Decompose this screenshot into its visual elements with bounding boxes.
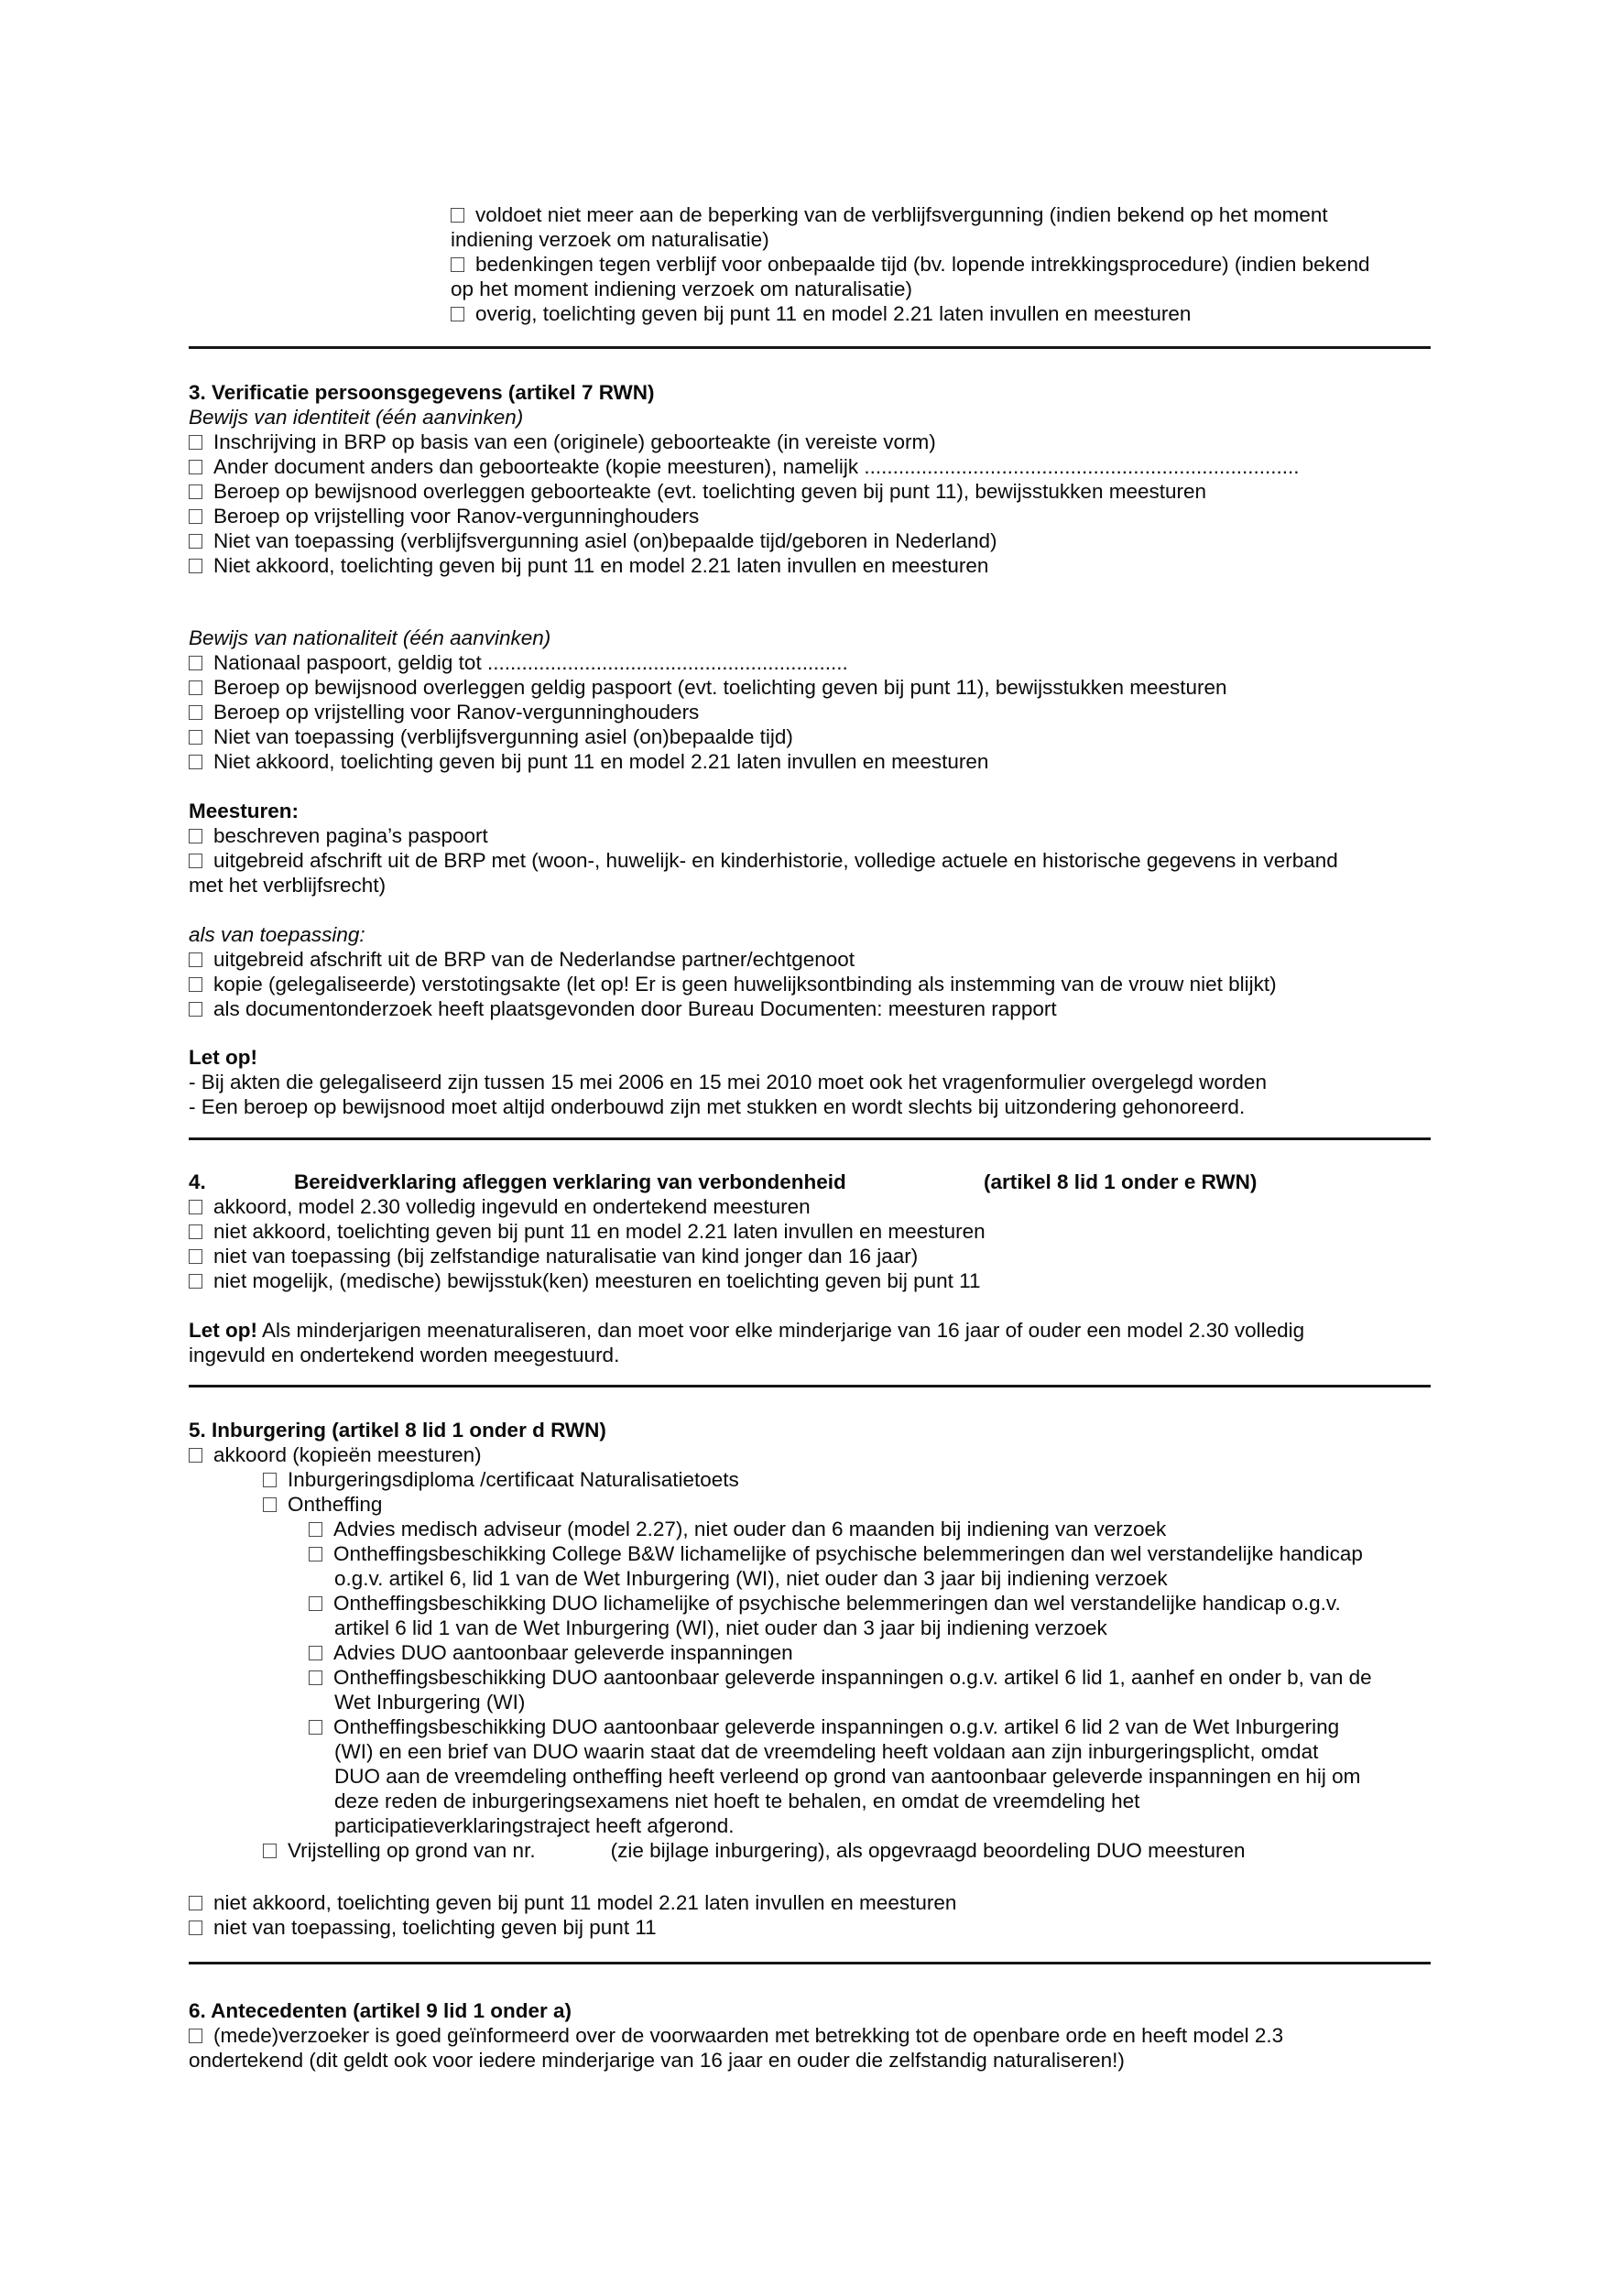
checkbox-icon: [189, 952, 202, 967]
checkbox-icon: [309, 1646, 322, 1660]
checkbox-item-label: voldoet niet meer aan de beperking van de verblijfsvergunning (indien bekend op het moment: [475, 203, 1328, 226]
subheading-bewijs-van-nationaliteit: Bewijs van nationaliteit (één aanvinken): [189, 626, 551, 649]
checkbox-item-line: [189, 972, 1438, 996]
vertical-spacer: [189, 1119, 1438, 1137]
checkbox-icon: [189, 656, 202, 670]
checkbox-item-line: [189, 1517, 1438, 1541]
checkbox-item-line: Wet Inburgering (WI): [334, 1691, 526, 1714]
checkbox-item-line: [189, 1268, 1438, 1293]
vertical-spacer: [189, 1367, 1438, 1385]
vertical-spacer: [189, 898, 1438, 922]
checkbox-item-line: [189, 1492, 1438, 1517]
checkbox-item-label: niet akkoord, toelichting geven bij punt 11 model 2.21 laten invullen en meesturen: [213, 1891, 957, 1914]
checkbox-item-label: beschreven pagina’s paspoort: [213, 824, 488, 847]
checkbox-item-label: Niet akkoord, toelichting geven bij punt 11 en model 2.21 laten invullen en meesturen: [213, 554, 989, 577]
section-artikel-ref: (artikel 8 lid 1 onder e RWN): [984, 1170, 1258, 1193]
checkbox-item-line: [189, 1244, 1438, 1268]
checkbox-item-label: (mede)verzoeker is goed geïnformeerd over de voorwaarden met betrekking tot de openbare orde en heeft model 2.3: [213, 2024, 1284, 2047]
checkbox-icon: [309, 1596, 322, 1611]
vertical-spacer: [189, 1940, 1438, 1962]
checkbox-item-line: [189, 1915, 1438, 1940]
checkbox-item-label: Ontheffingsbeschikking College B&W lichamelijke of psychische belemmeringen dan wel verstandelijke handicap: [333, 1542, 1363, 1565]
vertical-spacer: [189, 1387, 1438, 1418]
checkbox-item-label: niet van toepassing (bij zelfstandige naturalisatie van kind jonger dan 16 jaar): [213, 1245, 919, 1268]
note-let-op: [189, 1318, 1438, 1343]
checkbox-item-line: (WI) en een brief van DUO waarin staat dat de vreemdeling heeft voldaan aan zijn inburgeringsplicht, omdat: [334, 1740, 1319, 1763]
checkbox-item-label: Beroep op bewijsnood overleggen geboorteakte (evt. toelichting geven bij punt 11), bewijsstukken meesturen: [213, 480, 1207, 503]
checkbox-item-line: [189, 1467, 1438, 1492]
checkbox-item-line: [189, 454, 1438, 479]
checkbox-item-label: Niet akkoord, toelichting geven bij punt 11 en model 2.21 laten invullen en meesturen: [213, 750, 989, 773]
intro-checkbox-item: indiening verzoek om naturalisatie): [451, 228, 769, 251]
checkbox-item-line: [189, 504, 1438, 528]
checkbox-icon: [189, 1896, 202, 1910]
checkbox-item-line: [189, 430, 1438, 454]
checkbox-icon: [189, 680, 202, 695]
checkbox-item-label-suffix: (zie bijlage inburgering), als opgevraagd beoordeling DUO meesturen: [610, 1839, 1246, 1862]
vertical-spacer: [189, 349, 1438, 380]
checkbox-icon: [189, 484, 202, 499]
checkbox-item-label: niet akkoord, toelichting geven bij punt 11 en model 2.21 laten invullen en meesturen: [213, 1220, 986, 1243]
checkbox-icon: [309, 1547, 322, 1561]
checkbox-icon: [189, 509, 202, 524]
vertical-spacer: [189, 1293, 1438, 1318]
checkbox-icon: [189, 1448, 202, 1463]
checkbox-icon: [309, 1522, 322, 1537]
section-6-heading: 6. Antecedenten (artikel 9 lid 1 onder a): [189, 1999, 572, 2022]
checkbox-icon: [263, 1497, 277, 1512]
checkbox-item-line: DUO aan de vreemdeling ontheffing heeft verleend op grond van aantoonbaar geleverde inspanningen en hij om: [334, 1765, 1361, 1788]
checkbox-item-label: Beroep op vrijstelling voor Ranov-vergunninghouders: [213, 505, 700, 528]
checkbox-item-line: artikel 6 lid 1 van de Wet Inburgering (WI), niet ouder dan 3 jaar bij indiening verzoek: [334, 1616, 1107, 1639]
checkbox-icon: [189, 1274, 202, 1289]
checkbox-item-line: met het verblijfsrecht): [189, 874, 387, 897]
checkbox-item-line: [189, 823, 1438, 848]
checkbox-item-line: [189, 1640, 1438, 1665]
checkbox-item-line: [189, 996, 1438, 1021]
vertical-spacer: [189, 1863, 1438, 1890]
checkbox-icon: [189, 1002, 202, 1017]
checkbox-icon: [263, 1473, 277, 1487]
checkbox-item-line: deze reden de inburgeringsexamens niet hoeft te behalen, en omdat de vreemdeling het: [334, 1790, 1140, 1812]
checkbox-icon: [189, 1224, 202, 1239]
checkbox-item-label: Ontheffingsbeschikking DUO aantoonbaar geleverde inspanningen o.g.v. artikel 6 lid 1, aanhef en onder b, van de: [333, 1666, 1372, 1689]
checkbox-item-line: [189, 947, 1438, 972]
note-bold-prefix: Let op!: [189, 1319, 257, 1342]
intro-checkbox-item: [189, 301, 1438, 326]
checkbox-item-line: [189, 1591, 1438, 1616]
checkbox-item-line: [189, 1194, 1438, 1219]
checkbox-item-label: Vrijstelling op grond van nr.: [288, 1839, 536, 1862]
checkbox-icon: [189, 435, 202, 450]
checkbox-item-label: Ontheffing: [288, 1493, 383, 1516]
checkbox-icon: [189, 1249, 202, 1264]
subheading-bewijs-van-identiteit: Bewijs van identiteit (één aanvinken): [189, 406, 524, 429]
checkbox-item-label: Beroep op vrijstelling voor Ranov-vergunninghouders: [213, 701, 700, 724]
checkbox-item-line: [189, 1890, 1438, 1915]
checkbox-item-label: niet van toepassing, toelichting geven bij punt 11: [213, 1916, 657, 1939]
checkbox-item-label: akkoord, model 2.30 volledig ingevuld en ondertekend meesturen: [213, 1195, 811, 1218]
checkbox-item-line: [189, 1714, 1438, 1739]
checkbox-item-label: niet mogelijk, (medische) bewijsstuk(ken) meesturen en toelichting geven bij punt 11: [213, 1269, 981, 1292]
checkbox-item-line: [189, 1219, 1438, 1244]
section-5-heading: 5. Inburgering (artikel 8 lid 1 onder d RWN): [189, 1419, 606, 1442]
checkbox-item-label: Beroep op bewijsnood overleggen geldig paspoort (evt. toelichting geven bij punt 11), bewijsstukken meesturen: [213, 676, 1227, 699]
checkbox-icon: [189, 559, 202, 573]
checkbox-item-vrijstelling: [189, 1838, 1438, 1863]
checkbox-item-line: [189, 553, 1438, 578]
checkbox-item-line: [189, 479, 1438, 504]
checkbox-item-line: [189, 1442, 1438, 1467]
subheading-meesturen: Meesturen:: [189, 800, 300, 822]
checkbox-item-label: uitgebreid afschrift uit de BRP van de Nederlandse partner/echtgenoot: [213, 948, 855, 971]
checkbox-icon: [451, 307, 464, 321]
intro-checkbox-item: [189, 252, 1438, 277]
checkbox-item-label: Nationaal paspoort, geldig tot ...............................................................: [213, 651, 848, 674]
checkbox-item-label: Advies DUO aantoonbaar geleverde inspanningen: [333, 1641, 793, 1664]
intro-checkbox-item: [189, 202, 1438, 227]
checkbox-item-label: Ontheffingsbeschikking DUO lichamelijke of psychische belemmeringen dan wel verstandelijke handicap o.g.v.: [333, 1592, 1341, 1615]
checkbox-icon: [189, 1200, 202, 1214]
checkbox-icon: [309, 1720, 322, 1735]
checkbox-icon: [189, 829, 202, 843]
checkbox-item-line: [189, 650, 1438, 675]
vertical-spacer: [189, 774, 1438, 799]
checkbox-icon: [189, 730, 202, 745]
checkbox-item-line: o.g.v. artikel 6, lid 1 van de Wet Inburgering (WI), niet ouder dan 3 jaar bij indiening verzoek: [334, 1567, 1168, 1590]
vertical-spacer: [189, 326, 1438, 346]
checkbox-icon: [189, 854, 202, 868]
note-let-op: ingevuld en ondertekend worden meegestuurd.: [189, 1344, 620, 1366]
vertical-spacer: [189, 1964, 1438, 1998]
checkbox-item-label: bedenkingen tegen verblijf voor onbepaalde tijd (bv. lopende intrekkingsprocedure) (indien bekend: [475, 253, 1370, 276]
checkbox-item-line: [189, 700, 1438, 724]
note-text: Als minderjarigen meenaturaliseren, dan moet voor elke minderjarige van 16 jaar of ouder een model 2.30 volledig: [256, 1319, 1305, 1342]
checkbox-icon: [451, 257, 464, 272]
checkbox-item-line: [189, 1541, 1438, 1566]
subheading-als-van-toepassing: als van toepassing:: [189, 923, 365, 946]
checkbox-item-line: ondertekend (dit geldt ook voor iedere minderjarige van 16 jaar en ouder die zelfstandig naturaliseren!): [189, 2049, 1125, 2072]
note-line: - Bij akten die gelegaliseerd zijn tussen 15 mei 2006 en 15 mei 2010 moet ook het vragenformulier overgelegd worden: [189, 1071, 1267, 1094]
subheading-let-op: Let op!: [189, 1046, 257, 1069]
vertical-spacer: [189, 578, 1438, 626]
checkbox-item-line: [189, 528, 1438, 553]
document-content: [189, 202, 1438, 2073]
checkbox-icon: [309, 1670, 322, 1685]
checkbox-item-line: [189, 2023, 1438, 2048]
checkbox-icon: [189, 2029, 202, 2043]
checkbox-item-label: Ander document anders dan geboorteakte (kopie meesturen), namelijk ............................................................................: [213, 455, 1300, 478]
checkbox-item-label: Inburgeringsdiploma /certificaat Naturalisatietoets: [288, 1468, 739, 1491]
note-line: - Een beroep op bewijsnood moet altijd onderbouwd zijn met stukken en wordt slechts bij uitzondering gehonoreerd.: [189, 1095, 1246, 1118]
checkbox-icon: [189, 534, 202, 549]
checkbox-item-line: [189, 749, 1438, 774]
checkbox-item-line: [189, 675, 1438, 700]
checkbox-item-label: Ontheffingsbeschikking DUO aantoonbaar geleverde inspanningen o.g.v. artikel 6 lid 2 van de Wet Inburgering: [333, 1715, 1340, 1738]
checkbox-item-line: [189, 848, 1438, 873]
checkbox-item-label: als documentonderzoek heeft plaatsgevonden door Bureau Documenten: meesturen rapport: [213, 997, 1057, 1020]
checkbox-icon: [189, 1921, 202, 1935]
vertical-spacer: [189, 1140, 1438, 1170]
checkbox-icon: [189, 977, 202, 992]
checkbox-item-label: Niet van toepassing (verblijfsvergunning asiel (on)bepaalde tijd/geboren in Nederland): [213, 529, 997, 552]
checkbox-icon: [263, 1844, 277, 1858]
checkbox-item-label: uitgebreid afschrift uit de BRP met (woon-, huwelijk- en kinderhistorie, volledige actuele en historische gegevens in verband: [213, 849, 1338, 872]
section-3-heading: 3. Verificatie persoonsgegevens (artikel 7 RWN): [189, 381, 655, 404]
checkbox-item-line: participatieverklaringstraject heeft afgerond.: [334, 1814, 735, 1837]
section-number: 4.: [189, 1170, 206, 1193]
checkbox-icon: [451, 208, 464, 223]
checkbox-item-label: Inschrijving in BRP op basis van een (originele) geboorteakte (in vereiste vorm): [213, 430, 936, 453]
checkbox-icon: [189, 755, 202, 769]
checkbox-item-label: overig, toelichting geven bij punt 11 en model 2.21 laten invullen en meesturen: [475, 302, 1192, 325]
checkbox-item-label: kopie (gelegaliseerde) verstotingsakte (let op! Er is geen huwelijksontbinding als instemming van de vrouw niet blijkt): [213, 973, 1277, 996]
checkbox-item-label: akkoord (kopieën meesturen): [213, 1443, 482, 1466]
checkbox-item-label: Advies medisch adviseur (model 2.27), niet ouder dan 6 maanden bij indiening van verzoek: [333, 1518, 1167, 1540]
checkbox-item-line: [189, 724, 1438, 749]
section-title: Bereidverklaring afleggen verklaring van verbondenheid: [294, 1170, 846, 1193]
checkbox-icon: [189, 705, 202, 720]
checkbox-icon: [189, 460, 202, 474]
section-4-heading: [189, 1170, 1438, 1194]
intro-checkbox-item: op het moment indiening verzoek om naturalisatie): [451, 277, 913, 300]
checkbox-item-line: [189, 1665, 1438, 1690]
vertical-spacer: [189, 1021, 1438, 1045]
checkbox-item-label: Niet van toepassing (verblijfsvergunning asiel (on)bepaalde tijd): [213, 725, 793, 748]
